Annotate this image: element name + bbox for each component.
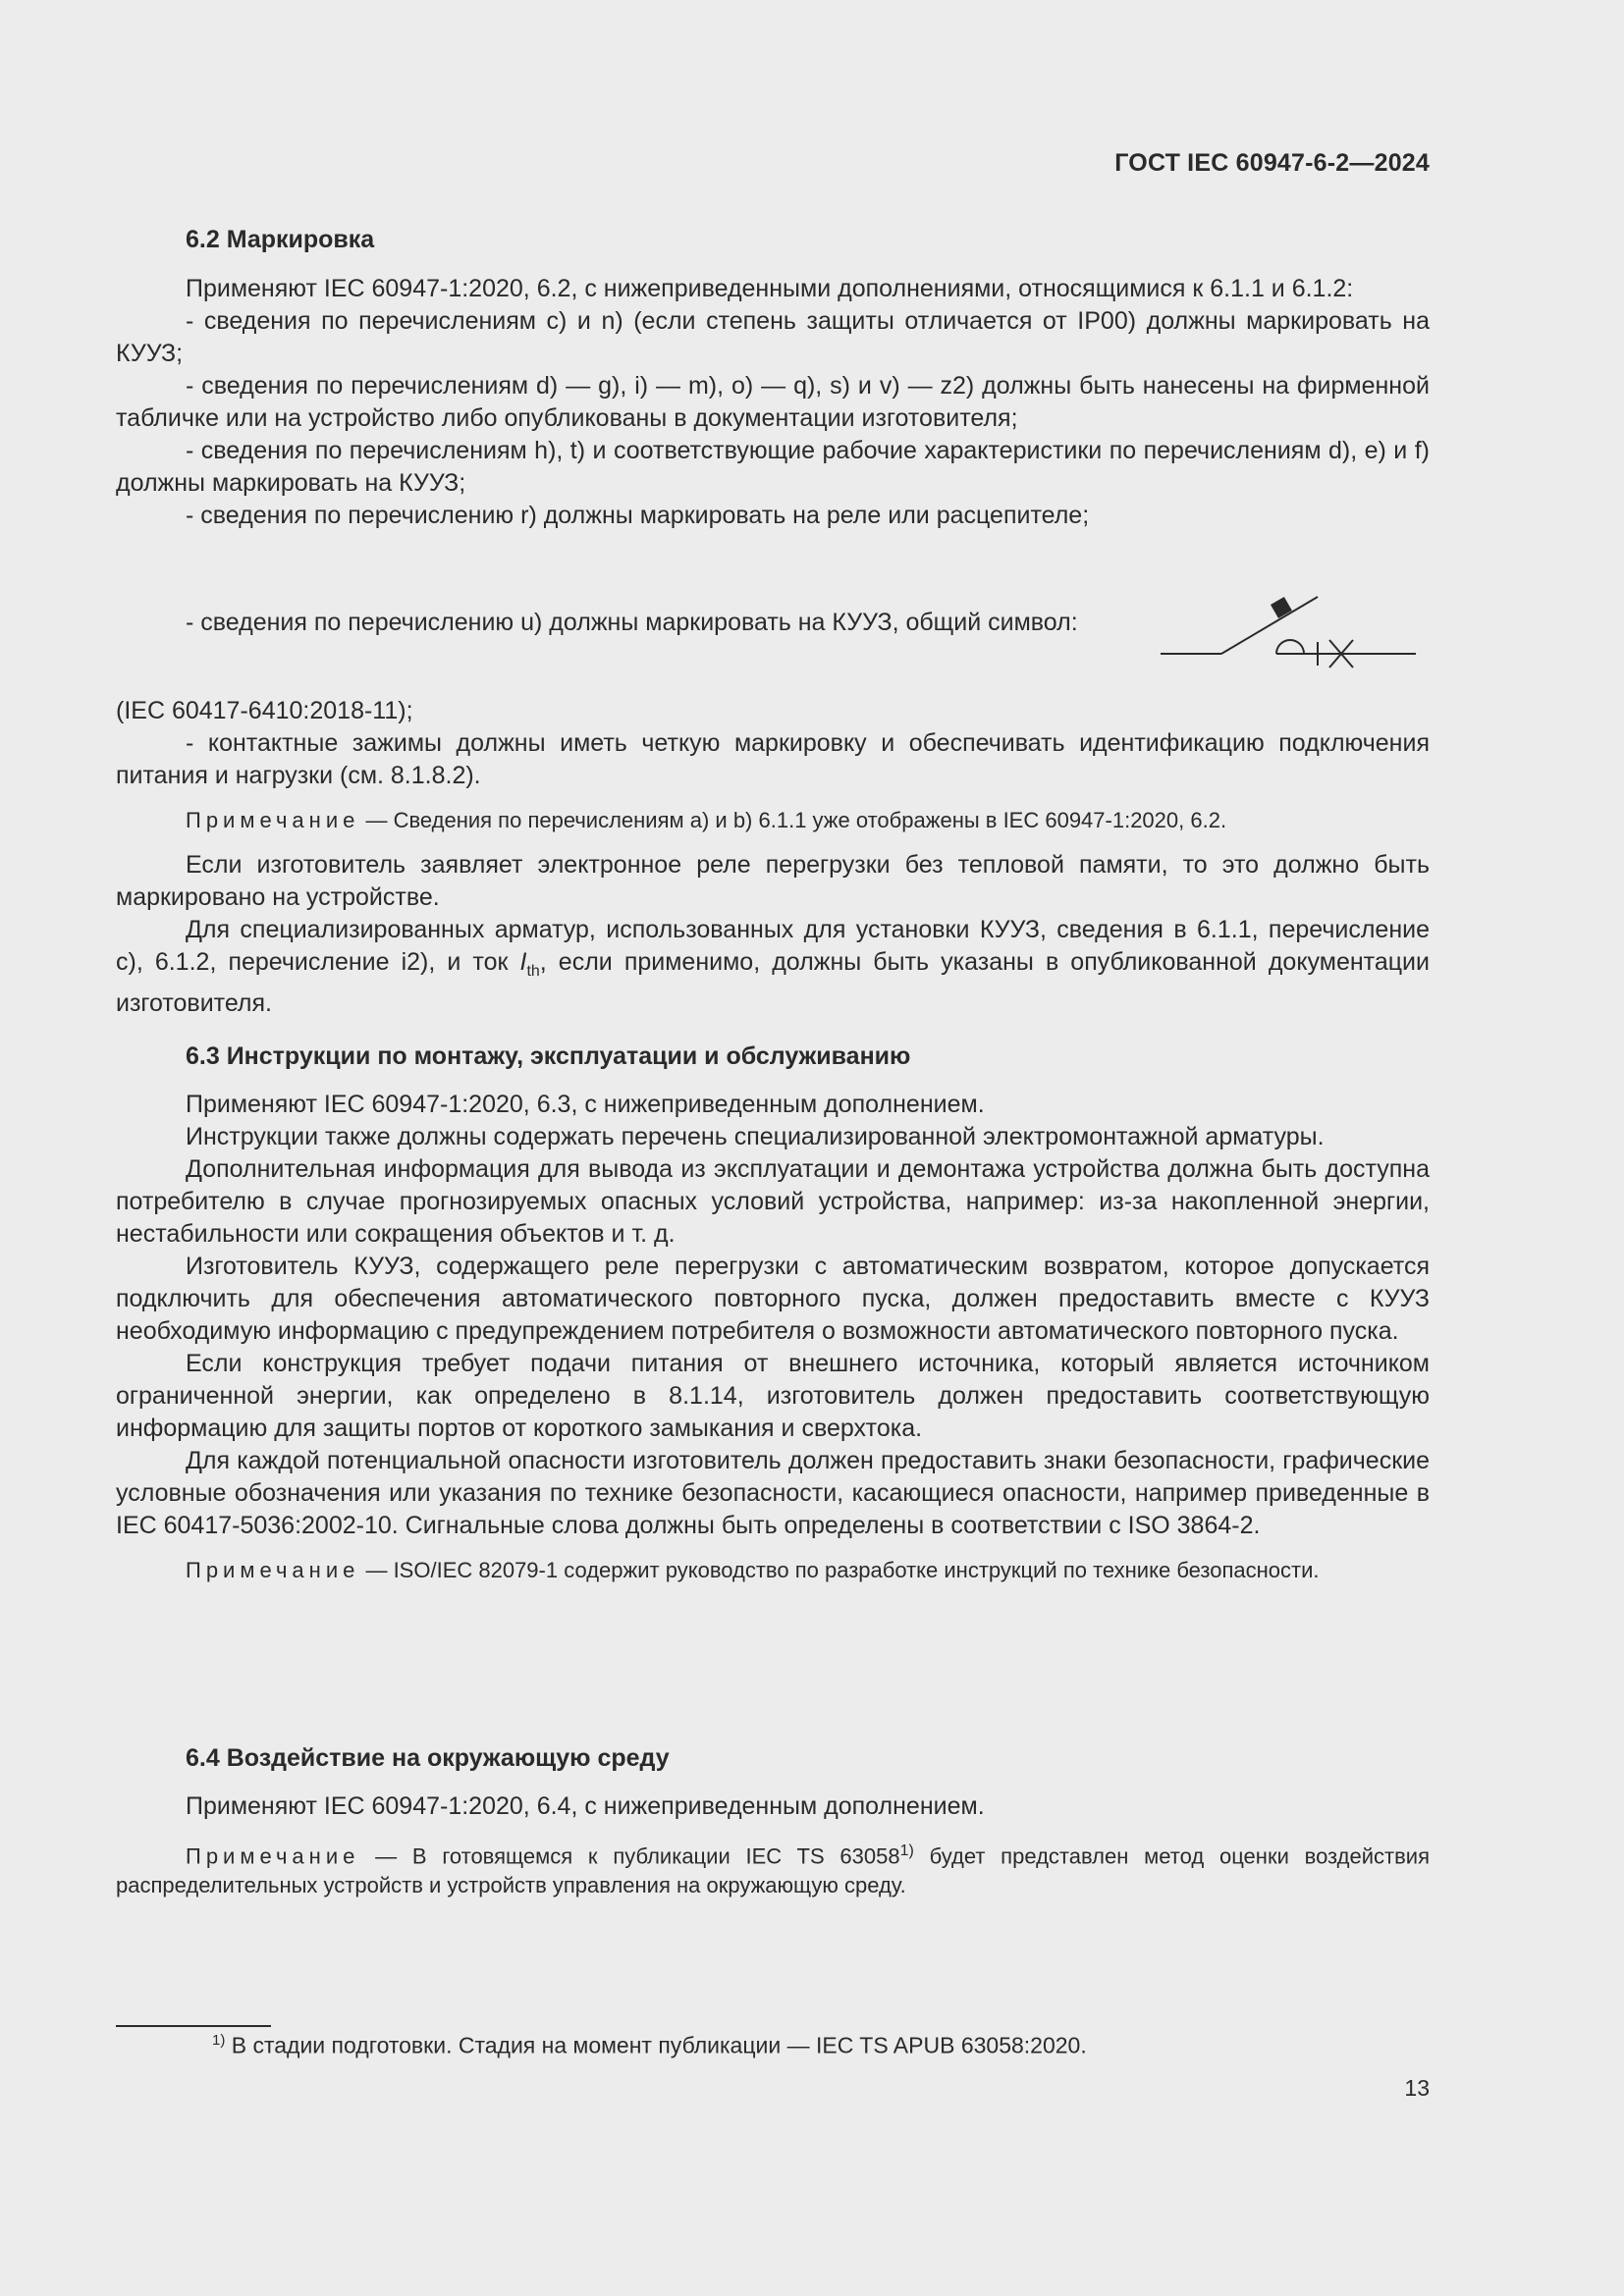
footnote (212, 2032, 1087, 2059)
s62-symbol-ref: (IEC 60417-6410:2018-11); (116, 697, 413, 724)
footnote-text: В стадии подготовки. Стадия на момент публикации — IEC TS APUB 63058:2020. (225, 2032, 1087, 2058)
para-text: Для специализированных арматур, использованных для установки КУУЗ, сведения в 6.1.1, перечисление с), 6.1.2, перечисление i2), и ток (116, 916, 1430, 976)
section-6-4 (116, 1742, 1430, 1900)
standard-header: ГОСТ IEC 60947-6-2—2024 (1114, 149, 1430, 177)
s63-para-1: Применяют IEC 60947-1:2020, 6.3, с нижеприведенным дополнением. (186, 1091, 985, 1118)
note-label: Примечание (186, 808, 360, 832)
para-text: , если применимо, должны быть указаны в опубликованной документации изготовителя. (116, 948, 1430, 1017)
s63-para-2: Инструкции также должны содержать перечень специализированной электромонтажной арматуры. (186, 1123, 1325, 1150)
current-symbol: I (519, 948, 527, 976)
section-6-2-top (116, 224, 1430, 532)
footnote-divider (116, 2025, 271, 2027)
note-text: — В готовящемся к публикации IEC TS 63058 (359, 1843, 900, 1869)
s63-note (116, 1556, 1430, 1585)
note-text: — Сведения по перечислениям a) и b) 6.1.1 уже отображены в IEC 60947-1:2020, 6.2. (359, 808, 1227, 832)
s62-note (116, 806, 1430, 835)
s63-para-3: Дополнительная информация для вывода из эксплуатации и демонтажа устройства должна быть доступна потребителю в случае прогнозируемых опасных условий устройства, например: из-за накопленной энергии, нестабильности или сокращения объектов и т. д. (116, 1155, 1430, 1248)
s62-para-1: Если изготовитель заявляет электронное реле перегрузки без тепловой памяти, то это должно быть маркировано на устройстве. (116, 851, 1430, 911)
s62-para-2 (116, 914, 1430, 1020)
section-6-3 (116, 1041, 1430, 1585)
s63-para-5: Если конструкция требует подачи питания от внешнего источника, который является источником ограниченной энергии, как определено в 8.1.14, изготовитель должен предоставить соответствующую информацию для защиты портов от короткого замыкания и сверхтока. (116, 1350, 1430, 1442)
symbol-row (116, 589, 1430, 677)
page-number: 13 (1404, 2075, 1430, 2101)
s62-bullet-2: - сведения по перечислениям d) — g), i) — m), o) — q), s) и v) — z2) должны быть нанесены на фирменной табличке или на устройство либо опубликованы в документации изготовителя; (116, 372, 1430, 432)
overload-relay-symbol-icon (1161, 589, 1416, 677)
current-subscript: th (526, 963, 540, 980)
note-text: будет представлен метод оценки воздействия распределительных устройств и устройств управления на окружающую среду. (116, 1843, 1430, 1898)
note-text: — ISO/IEC 82079-1 содержит руководство по разработке инструкций по технике безопасности. (359, 1558, 1320, 1582)
s64-para-1: Применяют IEC 60947-1:2020, 6.4, с нижеприведенным дополнением. (186, 1792, 985, 1820)
section-6-2-bottom (116, 695, 1430, 1020)
section-6-3-heading: 6.3 Инструкции по монтажу, эксплуатации и обслуживанию (186, 1042, 911, 1070)
note-label: Примечание (186, 1843, 360, 1869)
note-label: Примечание (186, 1558, 360, 1582)
section-6-4-heading: 6.4 Воздействие на окружающую среду (186, 1744, 670, 1772)
s63-para-4: Изготовитель КУУЗ, содержащего реле перегрузки с автоматическим возвратом, которое допускается подключить для обеспечения автоматического повторного пуска, должен предоставить вместе с КУУЗ необходимую информацию с предупреждением потребителя о возможности автоматического повторного пуска. (116, 1253, 1430, 1345)
s62-bullet-5: - сведения по перечислению u) должны маркировать на КУУЗ, общий символ: (186, 609, 1078, 636)
s64-note (116, 1837, 1430, 1900)
footnote-ref: 1) (899, 1842, 914, 1859)
s63-para-6: Для каждой потенциальной опасности изготовитель должен предоставить знаки безопасности, графические условные обозначения или указания по технике безопасности, касающиеся опасности, например приведенные в IEC 60417-5036:2002-10. Сигнальные слова должны быть определены в соответствии с ISO 3864-2. (116, 1447, 1430, 1539)
s62-bullet-1: - сведения по перечислениям с) и n) (если степень защиты отличается от IP00) должны маркировать на КУУЗ; (116, 307, 1430, 367)
document-page (116, 0, 1430, 2296)
s62-bullet-6: - контактные зажимы должны иметь четкую маркировку и обеспечивать идентификацию подключения питания и нагрузки (см. 8.1.8.2). (116, 729, 1430, 789)
s62-bullet-3: - сведения по перечислениям h), t) и соответствующие рабочие характеристики по перечислениям d), e) и f) должны маркировать на КУУЗ; (116, 437, 1430, 497)
s62-intro: Применяют IEC 60947-1:2020, 6.2, с нижеприведенными дополнениями, относящимися к 6.1.1 и 6.1.2: (186, 275, 1354, 302)
section-6-2-heading: 6.2 Маркировка (186, 226, 375, 253)
s62-bullet-4: - сведения по перечислению r) должны маркировать на реле или расцепителе; (186, 502, 1090, 529)
footnote-mark: 1) (212, 2032, 226, 2049)
